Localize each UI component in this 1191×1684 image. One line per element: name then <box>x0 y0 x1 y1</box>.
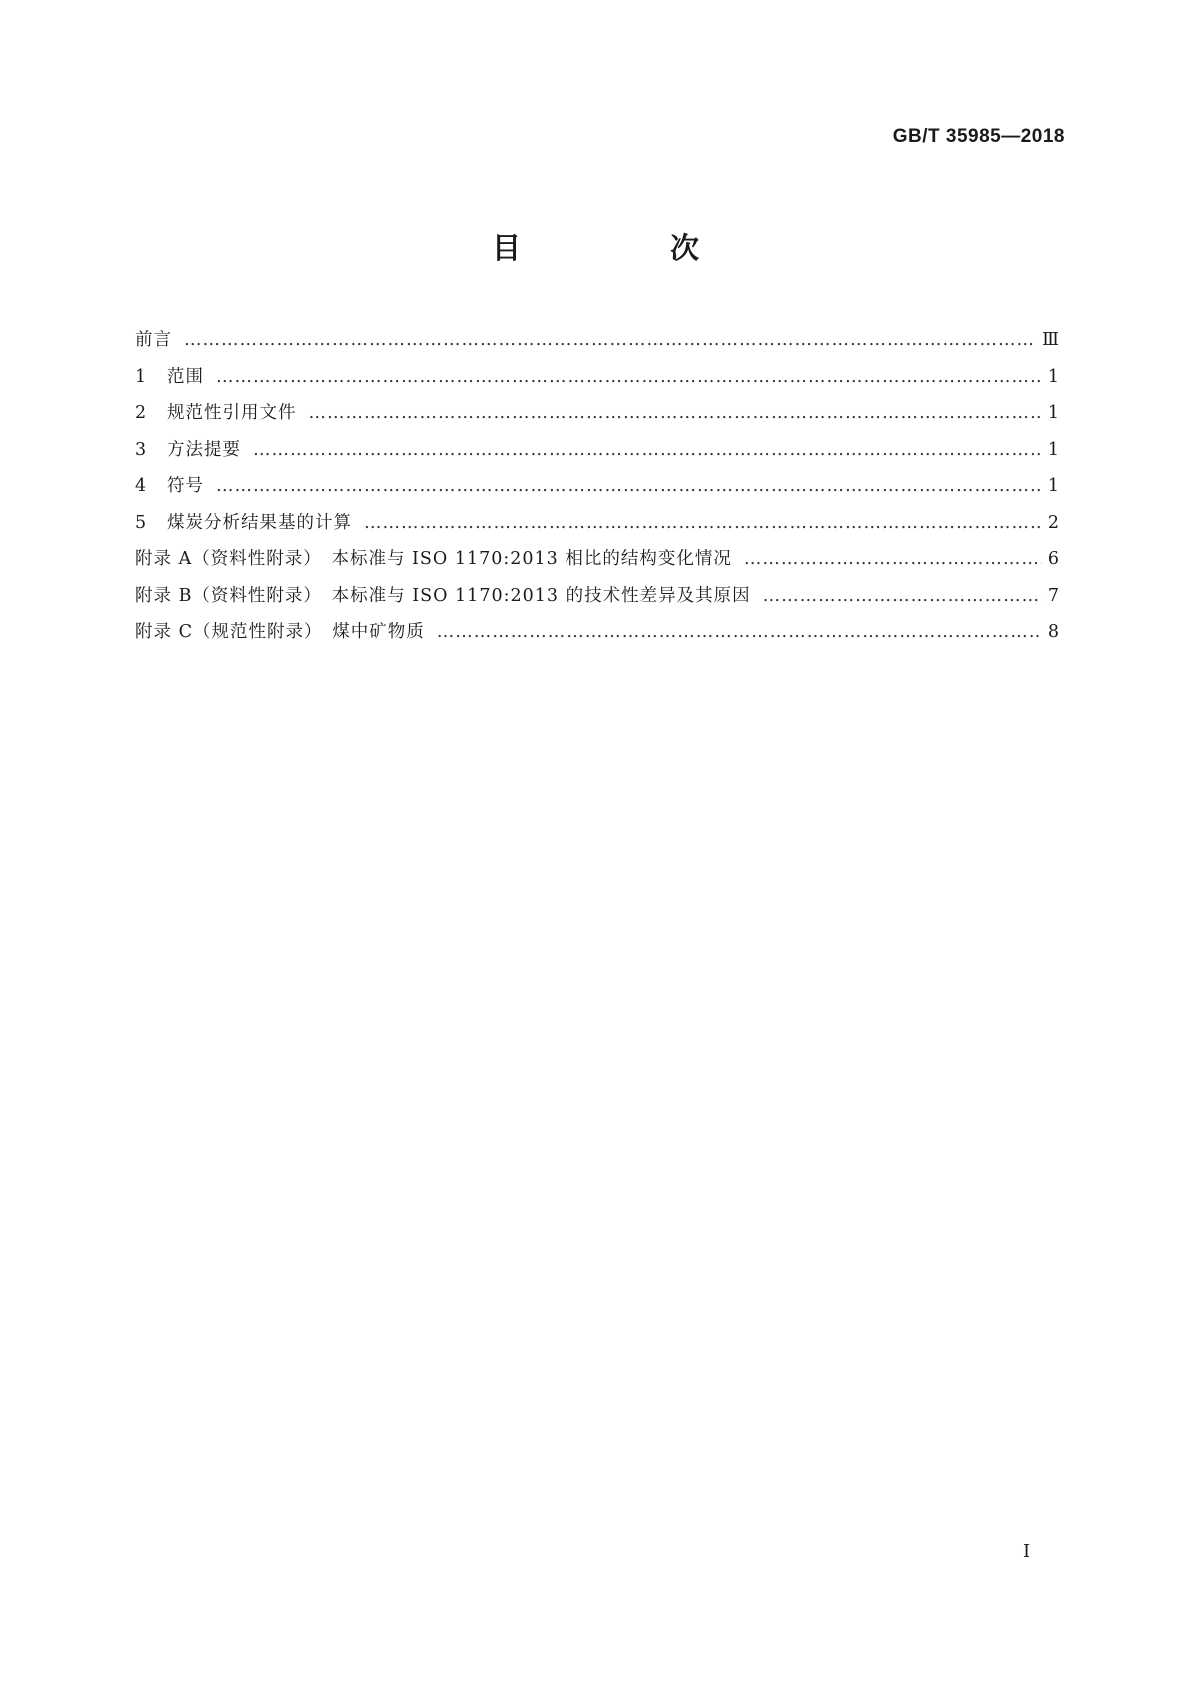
toc-entry-page: 1 <box>1047 439 1059 460</box>
toc-dot-leader <box>216 367 1042 387</box>
toc-entry-label: 附录 B（资料性附录） 本标准与 ISO 1170:2013 的技术性差异及其原因 <box>135 585 751 606</box>
toc-entry-label: 附录 A（资料性附录） 本标准与 ISO 1170:2013 相比的结构变化情况 <box>135 549 732 569</box>
toc-dot-leader <box>744 549 1042 569</box>
toc-entry-label: 附录 C（规范性附录） 煤中矿物质 <box>135 622 425 642</box>
toc-entry-page: 8 <box>1047 622 1059 642</box>
toc-entry-calculation[interactable] <box>135 509 1059 546</box>
toc-entry-page: 2 <box>1047 512 1059 533</box>
toc-entry-page: 1 <box>1047 476 1059 496</box>
toc-entry-annex-a[interactable] <box>135 545 1059 582</box>
toc-dot-leader <box>763 586 1042 606</box>
toc-entry-label: 范围 <box>167 366 204 387</box>
toc-dot-leader <box>216 476 1042 496</box>
toc-entry-number: 2 <box>135 403 147 423</box>
toc-entry-label: 方法提要 <box>167 439 241 460</box>
toc-entry-page: Ⅲ <box>1042 330 1059 350</box>
toc-entry-symbols[interactable] <box>135 472 1059 509</box>
toc-entry-number: 3 <box>135 439 147 460</box>
toc-entry-number: 1 <box>135 366 147 387</box>
toc-dot-leader <box>309 403 1042 423</box>
toc-dot-leader <box>437 622 1042 642</box>
toc-entry-label: 规范性引用文件 <box>167 403 297 423</box>
page-title: 目 次 <box>491 231 759 265</box>
toc-entry-number: 4 <box>135 476 147 496</box>
toc-entry-page: 6 <box>1047 549 1059 569</box>
table-of-contents <box>135 326 1059 655</box>
toc-dot-leader <box>364 513 1042 533</box>
toc-entry-page: 1 <box>1047 403 1059 423</box>
toc-entry-normative-references[interactable] <box>135 399 1059 436</box>
toc-entry-label: 符号 <box>167 476 204 496</box>
toc-dot-leader <box>253 440 1042 460</box>
toc-entry-page: 7 <box>1047 585 1059 606</box>
toc-entry-page: 1 <box>1047 366 1059 387</box>
toc-entry-annex-c[interactable] <box>135 618 1059 655</box>
toc-entry-label: 煤炭分析结果基的计算 <box>167 512 352 533</box>
toc-entry-foreword[interactable] <box>135 326 1059 363</box>
standard-code: GB/T 35985—2018 <box>892 126 1065 147</box>
toc-entry-annex-b[interactable] <box>135 582 1059 619</box>
toc-entry-number: 5 <box>135 512 147 533</box>
toc-entry-method-summary[interactable] <box>135 436 1059 473</box>
toc-entry-scope[interactable] <box>135 363 1059 400</box>
toc-dot-leader <box>184 330 1036 350</box>
page-number: I <box>1023 1541 1031 1562</box>
toc-entry-label: 前言 <box>135 330 172 350</box>
